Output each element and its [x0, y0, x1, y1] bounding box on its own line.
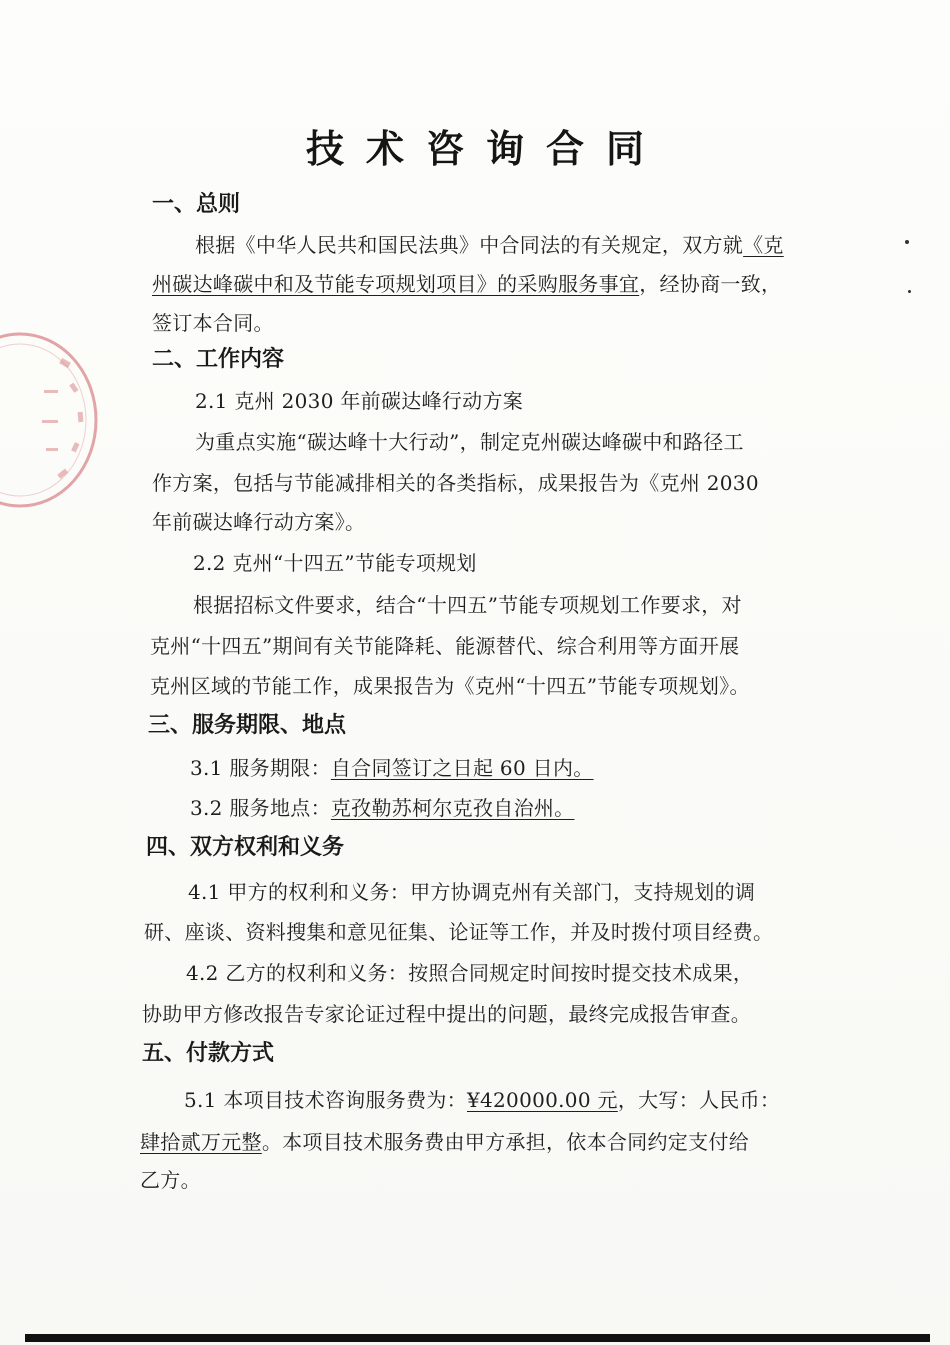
text-span: 5.1 本项目技术咨询服务费为：: [184, 1088, 467, 1112]
text-span: ，大写：人民币：: [617, 1088, 781, 1112]
paragraph-line: 协助甲方修改报告专家论证过程中提出的问题，最终完成报告审查。: [142, 1002, 751, 1026]
document-title: 技术咨询合同: [305, 126, 666, 171]
section-heading-term-location: 三、服务期限、地点: [148, 712, 347, 738]
paragraph-line: 乙方。: [140, 1168, 201, 1192]
paragraph-line: [152, 268, 781, 297]
paragraph-line: 4.1 甲方的权利和义务：甲方协调克州有关部门，支持规划的调: [188, 880, 756, 904]
paragraph-line: 研、座谈、资料搜集和意见征集、论证等工作，并及时拨付项目经费。: [144, 920, 774, 944]
subsection-title: 2.2 克州“十四五”节能专项规划: [193, 551, 477, 575]
text-span: 根据《中华人民共和国民法典》中合同法的有关规定，双方就: [195, 233, 744, 257]
service-location-line: [190, 792, 574, 821]
section-heading-general: 一、总则: [152, 191, 241, 217]
service-location-value: 克孜勒苏柯尔克孜自治州。: [330, 796, 575, 820]
paragraph-line: 为重点实施“碳达峰十大行动”，制定克州碳达峰碳中和路径工: [195, 430, 744, 454]
service-term-line: [190, 752, 594, 781]
scan-edge-shadow: [25, 1334, 930, 1342]
section-heading-payment: 五、付款方式: [142, 1040, 275, 1066]
paragraph-line: 根据招标文件要求，结合“十四五”节能专项规划工作要求，对: [193, 593, 742, 617]
subsection-title: 2.1 克州 2030 年前碳达峰行动方案: [195, 389, 524, 413]
fee-amount-figures: ¥420000.00 元: [466, 1088, 618, 1112]
text-span: 。本项目技术服务费由甲方承担，依本合同约定支付给: [261, 1130, 750, 1154]
paragraph-line: 克州区域的节能工作，成果报告为《克州“十四五”节能专项规划》。: [150, 674, 750, 698]
paragraph-line: 克州“十四五”期间有关节能降耗、能源替代、综合利用等方面开展: [150, 634, 740, 658]
project-name-underlined: 《克: [743, 233, 784, 257]
section-heading-work-content: 二、工作内容: [152, 346, 285, 372]
ink-speck: [908, 290, 911, 293]
paragraph-line: 4.2 乙方的权利和义务：按照合同规定时间按时提交技术成果，: [186, 961, 754, 985]
ink-speck: [905, 240, 909, 244]
paragraph-line: [140, 1126, 749, 1155]
service-term-value: 自合同签订之日起 60 日内。: [330, 756, 594, 780]
paragraph-line: 签订本合同。: [152, 311, 274, 335]
section-heading-rights-obligations: 四、双方权利和义务: [146, 834, 345, 860]
fee-amount-words: 肆拾贰万元整: [140, 1130, 262, 1154]
service-term-label: 3.1 服务期限：: [190, 756, 331, 780]
paragraph-line: [195, 229, 784, 258]
project-name-underlined: 州碳达峰碳中和及节能专项规划项目》的采购服务事宜: [152, 272, 640, 296]
service-location-label: 3.2 服务地点：: [190, 796, 331, 820]
paragraph-line: 年前碳达峰行动方案》。: [152, 510, 366, 534]
paragraph-line: 作方案，包括与节能减排相关的各类指标，成果报告为《克州 2030: [152, 471, 759, 495]
official-seal-stamp: [0, 330, 100, 510]
paragraph-line: [184, 1084, 780, 1113]
text-span: ，经协商一致，: [639, 272, 782, 296]
